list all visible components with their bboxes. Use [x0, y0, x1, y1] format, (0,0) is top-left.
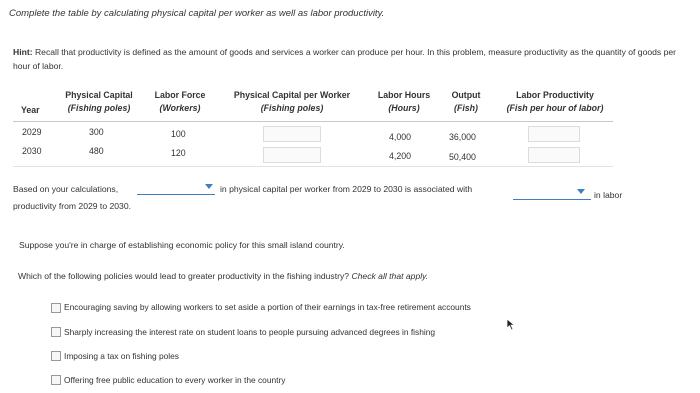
labor-productivity-input-2029[interactable] — [528, 126, 580, 142]
checkbox-icon[interactable] — [51, 375, 61, 385]
checkbox-icon[interactable] — [51, 351, 61, 361]
cell-physical-capital: 480 — [89, 146, 104, 156]
sentence-part2: in physical capital per worker from 2029 to 2030 is associated with — [220, 184, 473, 194]
capital-per-worker-input-2029[interactable] — [263, 126, 321, 142]
cell-labor-hours: 4,000 — [389, 132, 412, 142]
header-labor-hours: Labor Hours (Hours) — [377, 90, 431, 113]
hint-paragraph — [13, 46, 693, 73]
table-header-divider — [13, 121, 613, 122]
header-labor-productivity: Labor Productivity (Fish per hour of labor) — [506, 90, 604, 113]
capital-per-worker-input-2030[interactable] — [263, 147, 321, 163]
sentence-part4: productivity from 2029 to 2030. — [13, 201, 131, 211]
labor-productivity-input-2030[interactable] — [528, 147, 580, 163]
header-physical-capital: Physical Capital (Fishing poles) — [65, 90, 133, 113]
dropdown-underline — [513, 199, 591, 200]
option-label: Offering free public education to every worker in the country — [64, 375, 286, 385]
cell-labor-force: 120 — [171, 148, 186, 158]
cell-output: 36,000 — [449, 132, 476, 142]
checkbox-icon[interactable] — [51, 327, 61, 337]
cell-labor-force: 100 — [171, 129, 186, 139]
scenario-text: Suppose you're in charge of establishing economic policy for this small island country. — [19, 240, 345, 250]
hint-label: Hint: — [13, 47, 33, 57]
dropdown-underline — [137, 194, 215, 195]
cell-physical-capital: 300 — [89, 127, 104, 137]
option-label: Imposing a tax on fishing poles — [64, 351, 179, 361]
question-text: Which of the following policies would lead to greater productivity in the fishing industry? Check all that apply. — [18, 271, 429, 281]
mouse-cursor-icon — [506, 318, 516, 331]
instruction-text: Complete the table by calculating physical capital per worker as well as labor productivity. — [9, 8, 385, 19]
header-output: Output (Fish) — [451, 90, 481, 113]
header-capital-per-worker: Physical Capital per Worker (Fishing poles) — [233, 90, 351, 113]
sentence-part3: in labor — [594, 190, 623, 200]
cell-labor-hours: 4,200 — [389, 151, 412, 161]
cell-output: 50,400 — [449, 152, 476, 162]
header-year: Year — [21, 105, 40, 115]
checkbox-icon[interactable] — [51, 303, 61, 313]
cell-year: 2029 — [22, 127, 42, 137]
option-label: Sharply increasing the interest rate on student loans to people pursuing advanced degrees in fishing — [64, 327, 436, 337]
sentence-part1: Based on your calculations, — [13, 184, 119, 194]
hint-text: Recall that productivity is defined as the amount of goods and services a worker can produce per hour. In this problem, measure productivity as the quantity of goods per hour of labor. — [13, 47, 677, 71]
question-note: Check all that apply. — [351, 271, 429, 281]
option-label: Encouraging saving by allowing workers to set aside a portion of their earnings in tax-free retirement accounts — [64, 302, 471, 312]
cell-year: 2030 — [22, 146, 42, 156]
caret-down-icon — [205, 184, 213, 189]
table-bottom-divider — [13, 166, 613, 167]
caret-down-icon — [577, 189, 585, 194]
header-labor-force: Labor Force (Workers) — [154, 90, 206, 113]
